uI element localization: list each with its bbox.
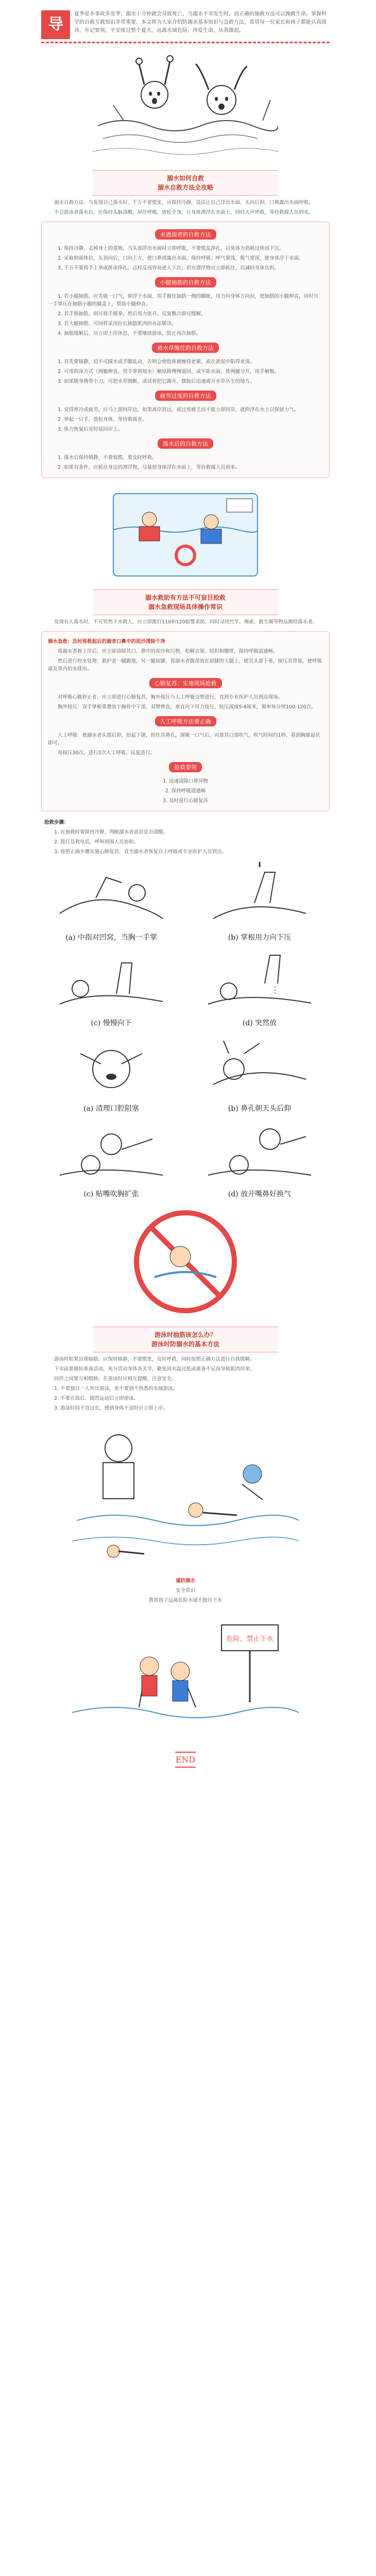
section3-paragraph: 下水前要做好准备活动，充分活动身体各关节，避免因水温过低或准备不足而导致肌肉痉挛。	[54, 1366, 255, 1372]
box-paragraph: 2. 举起一只手，放松身体，等待救援者。	[58, 417, 147, 422]
section3-paragraph: 同伴之间要互相照顾，在游泳时应相互提醒，注意安全。	[54, 1376, 177, 1382]
rescue-paragraph: 对呼吸心跳停止者，应立即进行心肺复苏，胸外按压与人工呼吸交替进行，直到专业医护人员到达现场。	[58, 694, 283, 700]
firstaid-step	[190, 1118, 330, 1199]
firstaid-step	[41, 1118, 181, 1199]
palm-press-illustration	[198, 862, 321, 929]
box-paragraph: 3. 若大腿抽筋，可同样采用拉长抽筋肌肉的办法解决。	[58, 321, 177, 327]
end-line-top	[175, 1752, 196, 1753]
rescue-paragraph: 将溺水者救上岸后，应立即清除其口、鼻中的泥沙和污物，松解衣领、纽扣和腰带，保持呼吸道通畅。	[58, 649, 278, 654]
box-paragraph: 1. 首先要镇静，切不可踩水或手脚乱动，否则会使肢体被缠得更紧，或在淤泥中陷得更深。	[58, 359, 255, 365]
firstaid-step	[190, 947, 330, 1028]
section2-header	[93, 589, 278, 615]
release-illustration	[198, 947, 321, 1014]
section3-paragraph: 3. 游泳时间不宜过长，感到身体不适时应立即上岸。	[54, 1405, 168, 1411]
swimming-cartoon-illustration	[72, 1417, 299, 1572]
box-paragraph: 3. 如果随身携带小刀，可把水草割断，或试着把它踢开，摆脱后迅速离开水草丛生的地方。	[58, 379, 255, 384]
cartoon-caption: 教育孩子远离危险水域不独自下水	[148, 1598, 223, 1603]
rescue-banner: 心肺复苏：实施现场抢救	[149, 678, 222, 688]
box-paragraph: 3. 千万不要将手上举或拼命挣扎，这样反而容易使人下沉；若有漂浮物应立即抓住，以减轻身体负担。	[58, 265, 280, 271]
firstaid-paragraph: 2. 拨打急救电话，呼叫周围人员协助。	[54, 839, 139, 845]
cartoon-caption-group	[41, 1577, 330, 1604]
end-text: END	[175, 1755, 196, 1765]
section-banner: 疲劳过度的自救方法	[155, 391, 216, 401]
section3-header	[93, 1327, 278, 1352]
firstaid-step	[41, 947, 181, 1028]
section1-title-line1: 溺水如何自救	[166, 175, 204, 182]
firstaid-step	[41, 1033, 181, 1113]
sign-text: 危险，禁止下水	[226, 1635, 274, 1643]
section-banner: 小腿抽筋的自救方法	[155, 277, 216, 287]
pool-cartoon-illustration	[108, 483, 263, 581]
intro-text: 夏季是水事故多发季，溺水十分钟就会导致死亡，当溺水不幸发生时，而正确的施救方法可以挽救生命。掌握科学的自救互救知识非常重要，本文将为大家介绍防溺水基本知识与急救方法，希望每一位家长和孩子都能认真阅读，牢记要领，平安度过整个夏天，远离水域危险，珍爱生命，从我做起。	[74, 11, 327, 33]
end-marker	[41, 1752, 330, 1768]
section2-intro	[41, 618, 330, 626]
firstaid-grid	[41, 862, 330, 1199]
section3-paragraph: 2. 不要在饭后、剧烈运动后立即游泳。	[54, 1396, 139, 1401]
rescue-point: 1. 迅速清除口鼻异物	[162, 778, 209, 784]
rescue-box	[41, 631, 330, 811]
section-banner: 被水草缠住的自救方法	[152, 343, 219, 353]
firstaid-step	[41, 862, 181, 942]
section2-title-line1: 溺水救助有方法不可盲目抢救	[145, 594, 226, 601]
firstaid-caption: (d) 放开嘴鼻好换气	[228, 1190, 292, 1198]
box-paragraph: 1. 若小腿抽筋，应先吸一口气，仰浮于水面，用手握住抽筋一侧的脚趾，用力向身体方向拉，使抽筋的小腿伸直，同时另一手掌压在抽筋小腿的膝盖上，帮助小腿伸直。	[48, 294, 319, 307]
box-paragraph: 2. 采取仰面体位，头顶向后，口向上方，使口鼻部露出水面，保持呼吸；呼气要浅，吸气要深，使身体浮于水面。	[58, 256, 304, 261]
section1-title-line2: 溺水自救方法全攻略	[157, 184, 213, 191]
firstaid-caption: (b) 掌根用力向下压	[228, 934, 292, 942]
firstaid-paragraph: 3. 按照正确步骤实施心肺复苏，直至溺水者恢复自主呼吸或专业医护人员到达。	[54, 849, 227, 855]
box-paragraph: 4. 抽筋缓解后，应立即上岸休息，不要继续游泳，防止再次抽筋。	[58, 331, 201, 336]
section1-paragraph: 溺水自救方法：当发现自己落水时，千万不要慌张，应保持冷静，设法让自己浮出水面，头向后仰，口鼻露出水面呼吸。	[54, 200, 314, 206]
cartoon-caption: 安全常识	[175, 1588, 195, 1594]
box-paragraph: 2. 可用仰泳方式（两腿伸直、用手掌倒划水）顺原路慢慢退回，或平卧水面，使两腿分开，用手解脱。	[58, 369, 280, 375]
rescue-point: 2. 保持呼吸道通畅	[165, 788, 206, 794]
box-paragraph: 2. 如果有条件，应抓住身边的漂浮物，尽量使身体浮在水面上，等待救援人员到来。	[58, 465, 241, 470]
chest-press-illustration	[49, 862, 173, 929]
rescue-banner: 抢救要领	[169, 762, 202, 772]
box-paragraph: 3. 体力恢复后及时返回岸上。	[58, 427, 123, 432]
mouth-to-mouth-illustration	[49, 1118, 173, 1185]
slow-press-illustration	[49, 947, 173, 1014]
section3-paragraph: 1. 不要独自一人外出游泳，更不要到不熟悉的水域游泳。	[54, 1386, 178, 1392]
warning-sign-illustration	[72, 1609, 299, 1743]
rescue-paragraph: 每按压30次，进行2次人工呼吸，反复进行。	[58, 750, 156, 756]
rescue-paragraph: 人工呼吸：使溺水者头部后仰，抬起下颌，捏住其鼻孔，深吸一口气后，对准其口部吹气，吹气时间约1秒，看到胸廓起伏即可。	[48, 733, 320, 746]
firstaid-caption: (c) 慢慢向下	[91, 1019, 132, 1027]
firstaid-intro	[41, 819, 330, 856]
section-banner: 落水后的自救方法	[158, 438, 213, 449]
box-paragraph: 2. 若手指抽筋，则可将手握拳，然后用力张开，反复数次即可缓解。	[58, 311, 206, 317]
section1-paragraph: 不会游泳者落水后，应保持头脑清醒，屏住呼吸，放松全身，让身体漂浮在水面上，同时大声呼救，等待救援人员到来。	[54, 210, 314, 215]
section1-intro	[41, 199, 330, 216]
head-tilt-illustration	[198, 1033, 321, 1100]
firstaid-caption: (b) 鼻孔朝天头后仰	[228, 1105, 292, 1113]
firstaid-caption: (d) 突然放	[242, 1019, 277, 1027]
intro-badge: 导语	[41, 10, 70, 39]
rescue-heading: 溺水急救：及时将救起后的溺者口鼻中的泥沙清除干净	[48, 639, 166, 645]
section2-title-line2: 溺水急救现场具体操作常识	[148, 603, 223, 611]
box-paragraph: 1. 觉得寒冷或疲劳，应马上游回岸边，如果离岸甚远，或过度疲乏而不能立即回岸，就仰浮在水上以保留力气。	[58, 407, 299, 413]
cartoon-caption: 谨防溺水	[175, 1578, 195, 1584]
firstaid-caption: (a) 中指对凹窝，当胸一手掌	[65, 934, 157, 942]
rescue-banner: 人工呼吸方法要正确	[155, 716, 216, 726]
rescue-paragraph: 胸外按压：双手掌根重叠放于胸骨中下部，双臂伸直，垂直向下用力按压，按压深度5-6厘米，频率每分钟100-120次。	[58, 704, 316, 710]
section2-paragraph: 发现有人落水时，不可贸然下水救人，应立即拨打110和120报警求助，同时寻找竹竿、绳索、救生圈等物品抛给落水者。	[54, 619, 318, 625]
section3-title-line1: 游泳时抽筋该怎么办？	[154, 1331, 216, 1338]
section3-paragraph: 游泳时如果出现抽筋，应保持镇静，不要慌张，及时呼救，同时按照正确方法进行自我缓解。	[54, 1357, 255, 1362]
article-content	[41, 10, 330, 1768]
firstaid-caption: (c) 贴嘴吹胸扩张	[83, 1190, 139, 1198]
self-rescue-box	[41, 222, 330, 478]
clear-airway-illustration	[49, 1033, 173, 1100]
section1-header	[93, 170, 278, 196]
intro-block	[41, 10, 330, 62]
firstaid-label: 抢救步骤：	[44, 820, 69, 825]
box-paragraph: 1. 保持冷静，去掉身上的重物，当头部浮出水面时立即呼吸，不要慌乱挣扎，以免体力消耗过快而下沉。	[58, 246, 284, 251]
firstaid-paragraph: 1. 在施救时要保持冷静，判断溺水者意识是否清醒。	[54, 829, 168, 835]
section3-body	[41, 1355, 330, 1412]
firstaid-step	[190, 862, 330, 942]
section-banner: 未遇溺者的自救方法	[155, 229, 216, 240]
firstaid-caption: (a) 清理口腔阻塞	[83, 1105, 139, 1113]
firstaid-step	[190, 1033, 330, 1113]
end-line-bottom	[175, 1767, 196, 1768]
no-swimming-sign-illustration	[124, 1205, 247, 1318]
rescue-paragraph: 然后进行控水处理：救护者一腿跪地，另一腿屈膝，将溺水者腹部放在屈膝的大腿上，使其头部下垂，按压其背部，使呼吸道及胃内的水排出。	[48, 658, 322, 672]
section3-title-line2: 游泳时防溺水的基本方法	[151, 1341, 219, 1348]
rescue-point: 3. 及时进行心肺复苏	[162, 798, 209, 804]
release-mouth-illustration	[198, 1118, 321, 1185]
box-paragraph: 1. 落水后保持镇静，不要惊慌，要及时呼救。	[58, 455, 157, 461]
drowning-illustration	[93, 48, 278, 162]
